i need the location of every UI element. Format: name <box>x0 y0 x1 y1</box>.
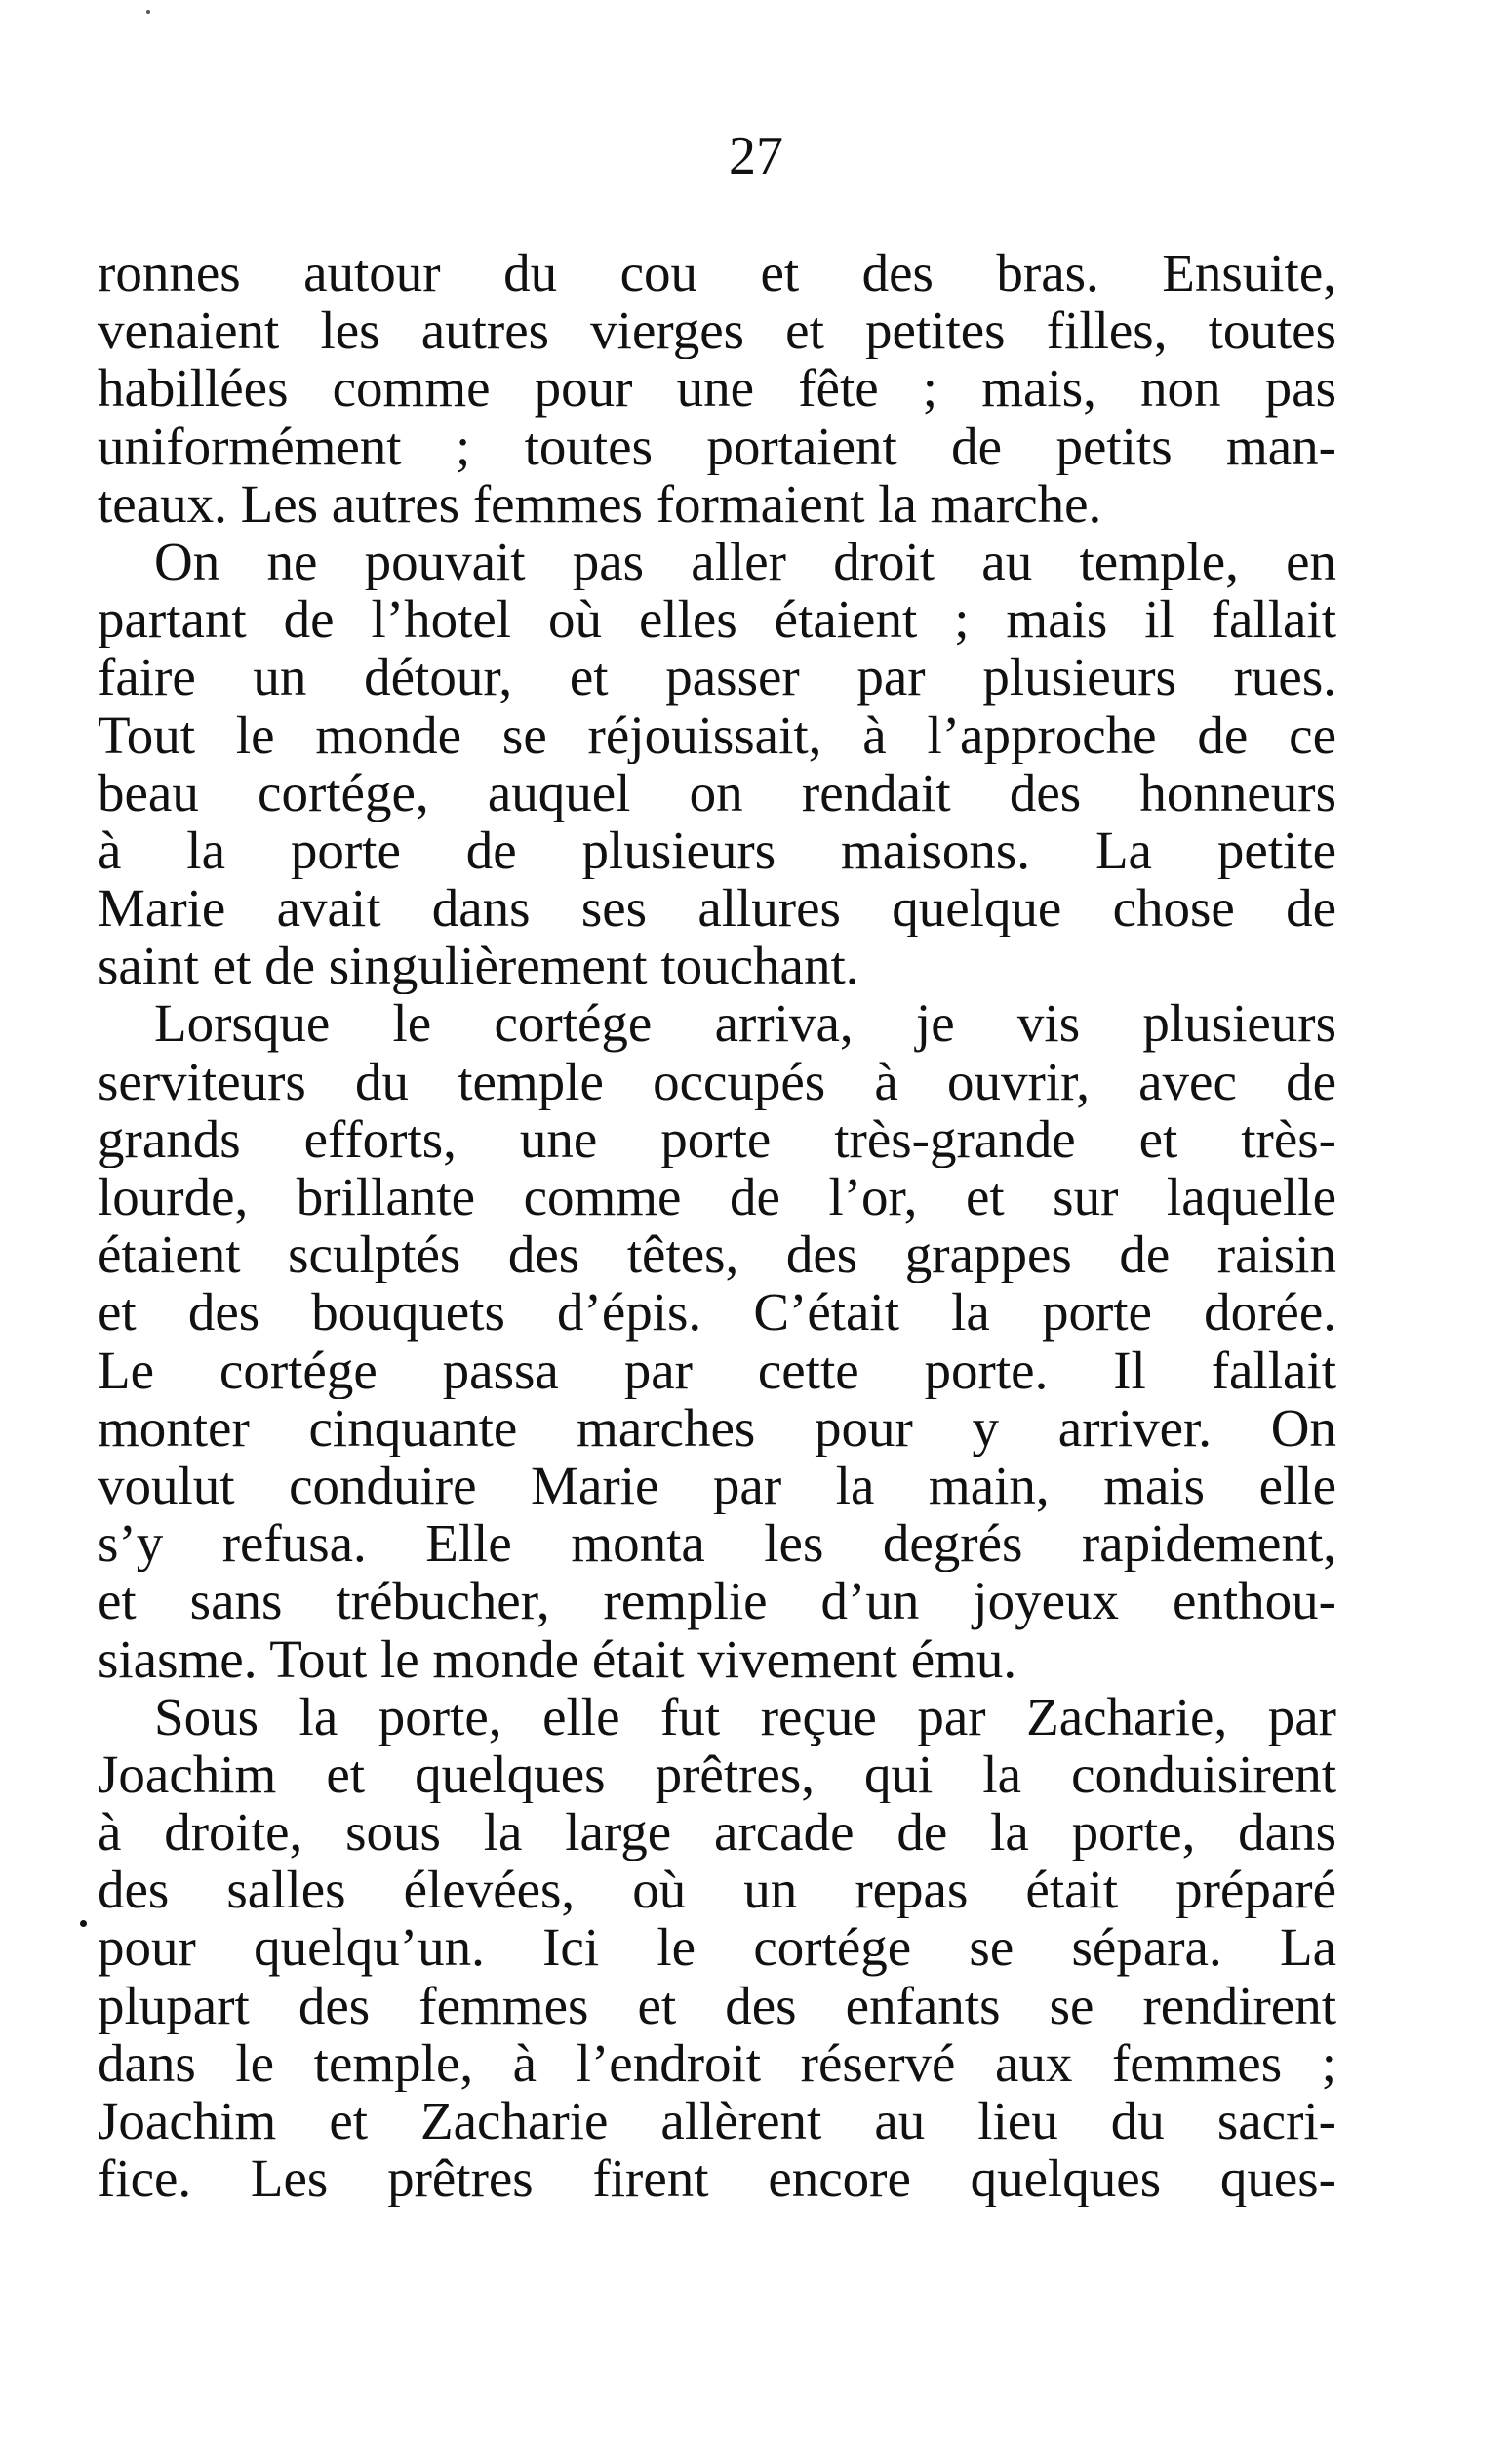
text-line: teaux. Les autres femmes formaient la marche. <box>98 474 1102 533</box>
text-line: saint et de singulièrement touchant. <box>98 937 859 995</box>
text-line: siasme. Tout le monde était vivement ému. <box>98 1629 1017 1688</box>
text-line: beau cortége, auquel on rendait des honneurs <box>98 763 1336 822</box>
text-line: à la porte de plusieurs maisons. La petite <box>98 821 1336 880</box>
text-line: Tout le monde se réjouissait, à l’approche de ce <box>98 705 1336 764</box>
text-line: et sans trébucher, remplie d’un joyeux enthou- <box>98 1572 1336 1630</box>
text-line: Marie avait dans ses allures quelque chose de <box>98 879 1336 938</box>
text-line: plupart des femmes et des enfants se rendirent <box>98 1976 1336 2034</box>
text-line: Joachim et Zacharie allèrent au lieu du sacri- <box>98 2092 1336 2150</box>
text-line: pour quelqu’un. Ici le cortége se sépara. La <box>98 1918 1336 1977</box>
text-line: s’y refusa. Elle monta les degrés rapidement, <box>98 1514 1336 1573</box>
text-line: venaient les autres vierges et petites filles, toutes <box>98 301 1336 360</box>
text-line: Joachim et quelques prêtres, qui la conduisirent <box>98 1745 1336 1804</box>
text-line: et des bouquets d’épis. C’était la porte dorée. <box>98 1283 1336 1342</box>
text-line: fice. Les prêtres firent encore quelques ques- <box>98 2149 1336 2208</box>
text-line: à droite, sous la large arcade de la porte, dans <box>98 1803 1336 1862</box>
text-line: lourde, brillante comme de l’or, et sur laquelle <box>98 1168 1336 1226</box>
text-line: grands efforts, une porte très-grande et très- <box>98 1109 1336 1168</box>
text-line: Sous la porte, elle fut reçue par Zacharie, par <box>154 1687 1336 1746</box>
text-line: dans le temple, à l’endroit réservé aux femmes ; <box>98 2033 1336 2092</box>
text-line: serviteurs du temple occupés à ouvrir, avec de <box>98 1052 1336 1110</box>
text-line: faire un détour, et passer par plusieurs rues. <box>98 648 1336 706</box>
text-line: voulut conduire Marie par la main, mais elle <box>98 1456 1336 1515</box>
text-line: des salles élevées, où un repas était préparé <box>98 1861 1336 1919</box>
page-number: 27 <box>729 126 783 186</box>
text-line: étaient sculptés des têtes, des grappes de raisin <box>98 1225 1336 1284</box>
text-line: ronnes autour du cou et des bras. Ensuite, <box>98 244 1336 302</box>
text-line: Lorsque le cortége arriva, je vis plusieurs <box>154 994 1336 1053</box>
body-text <box>98 244 1336 2207</box>
text-line: habillées comme pour une fête ; mais, non pas <box>98 359 1336 418</box>
text-line: Le cortége passa par cette porte. Il fallait <box>98 1341 1336 1399</box>
margin-mark <box>80 1920 87 1927</box>
paper-speck <box>146 10 150 14</box>
text-line: partant de l’hotel où elles étaient ; mais il fallait <box>98 590 1336 649</box>
text-line: uniformément ; toutes portaient de petits man- <box>98 417 1336 475</box>
text-line: On ne pouvait pas aller droit au temple, en <box>154 532 1336 591</box>
text-line: monter cinquante marches pour y arriver. On <box>98 1398 1336 1457</box>
